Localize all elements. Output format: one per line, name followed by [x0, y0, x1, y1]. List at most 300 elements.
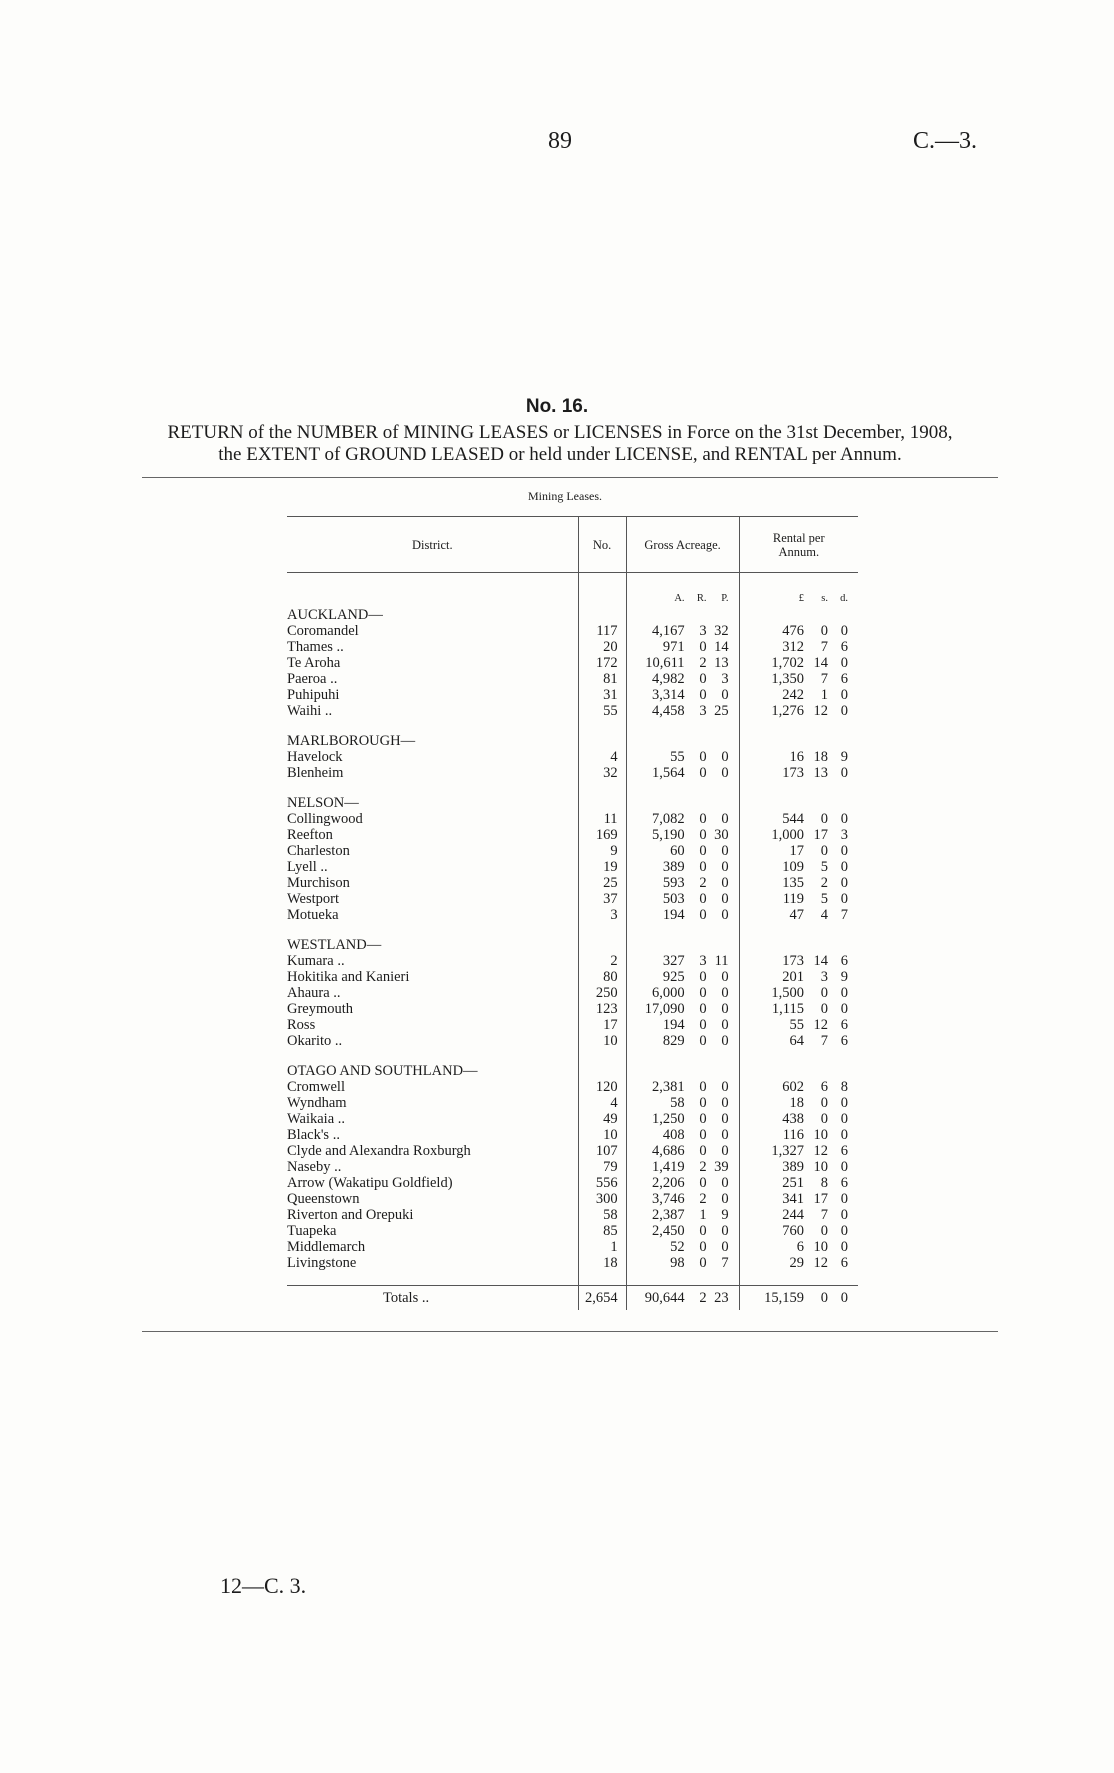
gross-acreage-part-3: 3 [721, 671, 729, 687]
gross-acreage-part-1: 408 [662, 1127, 685, 1143]
lease-count: 172 [578, 655, 626, 671]
table-row [287, 687, 858, 703]
rental-part-2: 17 [813, 1191, 828, 1207]
rental-part-1: 1,276 [771, 703, 804, 719]
table-row [287, 985, 858, 1001]
lease-count: 17 [578, 1017, 626, 1033]
gross-acreage [626, 1017, 739, 1033]
gap-cell [578, 923, 626, 937]
acreage-units-part-3: P. [721, 593, 729, 604]
rental-part-1: 1,500 [771, 985, 804, 1001]
region-heading-blank [739, 733, 858, 749]
rental-units [739, 573, 858, 608]
rental [739, 703, 858, 719]
rental-part-2: 2 [820, 875, 828, 891]
gross-acreage-part-1: 98 [670, 1255, 685, 1271]
gross-acreage [626, 687, 739, 703]
gap-cell [287, 1271, 578, 1286]
region-heading-blank [626, 795, 739, 811]
rental-part-1: 1,702 [771, 655, 804, 671]
table-row [287, 1223, 858, 1239]
table-row [287, 671, 858, 687]
gross-acreage-part-1: 971 [662, 639, 685, 655]
gross-acreage-part-2: 0 [699, 687, 707, 703]
gap-cell [287, 781, 578, 795]
lease-count: 4 [578, 1095, 626, 1111]
gross-acreage [626, 859, 739, 875]
region-heading: MARLBOROUGH— [287, 733, 416, 749]
rental [739, 843, 858, 859]
totals-acreage-part-3: 23 [714, 1290, 729, 1306]
gross-acreage-part-1: 829 [662, 1033, 685, 1049]
gross-acreage-part-1: 17,090 [644, 1001, 685, 1017]
rental [739, 1175, 858, 1191]
gap-cell [626, 719, 739, 733]
district-name: Reefton [287, 827, 333, 843]
gross-acreage [626, 969, 739, 985]
table-row [287, 843, 858, 859]
rental [739, 1255, 858, 1271]
rental-part-3: 0 [840, 1095, 848, 1111]
rental-part-2: 0 [820, 1001, 828, 1017]
gross-acreage-part-3: 13 [714, 655, 729, 671]
rental-part-1: 312 [782, 639, 804, 655]
rental [739, 859, 858, 875]
rental-part-1: 47 [789, 907, 804, 923]
district-name: Hokitika and Kanieri [287, 969, 410, 985]
rental-part-1: 16 [789, 749, 804, 765]
region-gap [287, 923, 858, 937]
lease-count: 19 [578, 859, 626, 875]
lease-count: 1 [578, 1239, 626, 1255]
gross-acreage-part-1: 55 [670, 749, 685, 765]
gross-acreage-part-1: 2,381 [651, 1079, 685, 1095]
lease-count: 31 [578, 687, 626, 703]
table-row [287, 623, 858, 639]
gross-acreage [626, 1127, 739, 1143]
gross-acreage-part-3: 30 [714, 827, 729, 843]
district-name: Motueka [287, 907, 339, 923]
gross-acreage-part-1: 194 [662, 907, 685, 923]
rental-part-3: 0 [840, 765, 848, 781]
table-row [287, 875, 858, 891]
region-heading-row [287, 937, 858, 953]
district-name: Ross [287, 1017, 316, 1033]
acreage-units [626, 573, 739, 608]
district-name: Livingstone [287, 1255, 357, 1271]
rental-part-2: 14 [813, 655, 828, 671]
rental-part-1: 760 [782, 1223, 804, 1239]
gross-acreage [626, 1175, 739, 1191]
rental-part-3: 3 [840, 827, 848, 843]
totals-label: Totals .. [287, 1286, 578, 1311]
rental-part-3: 0 [840, 1111, 848, 1127]
region-heading: NELSON— [287, 795, 359, 811]
gross-acreage-part-3: 25 [714, 703, 729, 719]
rental-part-1: 201 [782, 969, 804, 985]
gross-acreage-part-3: 0 [721, 811, 729, 827]
totals-count: 2,654 [578, 1286, 626, 1311]
rental-part-1: 55 [789, 1017, 804, 1033]
table-row [287, 765, 858, 781]
rental [739, 891, 858, 907]
rental [739, 671, 858, 687]
region-gap [287, 719, 858, 733]
totals-gap [287, 1271, 858, 1286]
district-name: Ahaura .. [287, 985, 341, 1001]
gross-acreage-part-1: 5,190 [651, 827, 685, 843]
gross-acreage-part-1: 10,611 [645, 655, 685, 671]
gross-acreage [626, 1143, 739, 1159]
rental-part-3: 8 [840, 1079, 848, 1095]
lease-count: 80 [578, 969, 626, 985]
district-name: Riverton and Orepuki [287, 1207, 414, 1223]
gross-acreage-part-3: 0 [721, 1079, 729, 1095]
rental-part-1: 251 [782, 1175, 804, 1191]
table-row [287, 907, 858, 923]
rental-part-2: 7 [820, 671, 828, 687]
district-name: Lyell .. [287, 859, 328, 875]
rental-part-2: 8 [820, 1175, 828, 1191]
district-name: Waikaia .. [287, 1111, 346, 1127]
lease-count: 117 [578, 623, 626, 639]
gross-acreage-part-2: 2 [699, 1159, 707, 1175]
table-row [287, 1239, 858, 1255]
gross-acreage-part-1: 389 [662, 859, 685, 875]
lease-count: 37 [578, 891, 626, 907]
mining-leases-table [287, 516, 858, 1310]
rental-part-3: 0 [840, 859, 848, 875]
rental-part-2: 12 [813, 703, 828, 719]
rental-part-1: 18 [789, 1095, 804, 1111]
table-row [287, 953, 858, 969]
rental-part-2: 7 [820, 1033, 828, 1049]
rental-part-1: 476 [782, 623, 804, 639]
rental [739, 687, 858, 703]
rental-part-2: 12 [813, 1017, 828, 1033]
gross-acreage-part-3: 0 [721, 969, 729, 985]
gross-acreage-part-2: 2 [699, 1191, 707, 1207]
rental-part-3: 0 [840, 1207, 848, 1223]
rental-part-3: 6 [840, 1143, 848, 1159]
rental-part-3: 0 [840, 811, 848, 827]
lease-count: 10 [578, 1127, 626, 1143]
gross-acreage [626, 843, 739, 859]
table-row [287, 1127, 858, 1143]
rental [739, 1143, 858, 1159]
page-number: 89 [548, 128, 572, 154]
region-heading-row [287, 795, 858, 811]
district-name: Collingwood [287, 811, 363, 827]
gross-acreage [626, 811, 739, 827]
gross-acreage-part-3: 0 [721, 1017, 729, 1033]
units-blank [287, 573, 578, 608]
table-row [287, 1207, 858, 1223]
gross-acreage-part-2: 0 [699, 1223, 707, 1239]
rental [739, 623, 858, 639]
rental-part-3: 6 [840, 639, 848, 655]
rental-part-3: 0 [840, 843, 848, 859]
lease-count: 123 [578, 1001, 626, 1017]
rental [739, 1223, 858, 1239]
rental-part-3: 6 [840, 1017, 848, 1033]
table-row [287, 1159, 858, 1175]
district-name: Arrow (Wakatipu Goldfield) [287, 1175, 453, 1191]
gross-acreage [626, 875, 739, 891]
gross-acreage-part-2: 0 [699, 671, 707, 687]
acreage-units-part-1: A. [674, 593, 685, 604]
gross-acreage-part-2: 0 [699, 1111, 707, 1127]
table-row [287, 1095, 858, 1111]
region-heading-row [287, 607, 858, 623]
rental-part-2: 5 [820, 859, 828, 875]
district-name: Greymouth [287, 1001, 354, 1017]
gross-acreage-part-3: 0 [721, 1175, 729, 1191]
table-number: No. 16. [525, 396, 589, 417]
rental-part-3: 0 [840, 1127, 848, 1143]
gross-acreage-part-3: 0 [721, 1033, 729, 1049]
lease-count: 32 [578, 765, 626, 781]
gross-acreage-part-1: 2,387 [651, 1207, 685, 1223]
gross-acreage [626, 953, 739, 969]
gross-acreage-part-2: 0 [699, 1127, 707, 1143]
table-row [287, 1017, 858, 1033]
gross-acreage-part-1: 3,314 [651, 687, 685, 703]
district-name: Havelock [287, 749, 343, 765]
rental [739, 765, 858, 781]
district-name: Okarito .. [287, 1033, 343, 1049]
rental-part-3: 0 [840, 985, 848, 1001]
gross-acreage-part-2: 3 [699, 953, 707, 969]
table-row [287, 1079, 858, 1095]
gross-acreage-part-3: 0 [721, 891, 729, 907]
gross-acreage-part-2: 2 [699, 655, 707, 671]
rental-part-2: 14 [813, 953, 828, 969]
gross-acreage [626, 703, 739, 719]
gross-acreage-part-3: 0 [721, 1223, 729, 1239]
table-row [287, 749, 858, 765]
rental-part-3: 0 [840, 703, 848, 719]
rental-part-1: 116 [782, 1127, 804, 1143]
gross-acreage-part-2: 0 [699, 827, 707, 843]
gross-acreage-part-3: 0 [721, 1239, 729, 1255]
rental-part-1: 544 [782, 811, 804, 827]
totals-row [287, 1286, 858, 1311]
rental-part-2: 4 [820, 907, 828, 923]
totals-rental [739, 1286, 858, 1311]
gross-acreage [626, 671, 739, 687]
bottom-rule [142, 1331, 998, 1332]
table-row [287, 1143, 858, 1159]
totals-rental-part-3: 0 [840, 1290, 848, 1306]
no-column-header: No. [578, 517, 626, 573]
gap-cell [739, 923, 858, 937]
gross-acreage-part-2: 0 [699, 765, 707, 781]
rental-part-1: 29 [789, 1255, 804, 1271]
gross-acreage [626, 985, 739, 1001]
rental-part-1: 1,327 [771, 1143, 804, 1159]
gross-acreage-part-2: 0 [699, 891, 707, 907]
gross-acreage-part-3: 0 [721, 1191, 729, 1207]
gross-acreage-part-1: 4,686 [651, 1143, 685, 1159]
gap-cell [739, 781, 858, 795]
rental-part-2: 0 [820, 985, 828, 1001]
region-heading-blank [739, 1063, 858, 1079]
gap-cell [287, 719, 578, 733]
rental [739, 1127, 858, 1143]
table-row [287, 1033, 858, 1049]
rental-part-1: 119 [782, 891, 804, 907]
gross-acreage-part-1: 4,982 [651, 671, 685, 687]
district-name: Clyde and Alexandra Roxburgh [287, 1143, 471, 1159]
district-name: Middlemarch [287, 1239, 366, 1255]
gap-cell [739, 1271, 858, 1286]
rental-part-1: 244 [782, 1207, 804, 1223]
gross-acreage-part-1: 3,746 [651, 1191, 685, 1207]
region-heading-blank [626, 607, 739, 623]
gross-acreage-part-1: 7,082 [651, 811, 685, 827]
rental-part-1: 389 [782, 1159, 804, 1175]
region-heading-blank [578, 795, 626, 811]
lease-count: 2 [578, 953, 626, 969]
totals-acreage-part-1: 90,644 [644, 1290, 685, 1306]
units-no-blank [578, 573, 626, 608]
district-name: Cromwell [287, 1079, 345, 1095]
gross-acreage-part-3: 0 [721, 687, 729, 703]
rental [739, 1017, 858, 1033]
gross-acreage-part-3: 0 [721, 749, 729, 765]
rental-part-3: 6 [840, 1175, 848, 1191]
rental-part-1: 64 [789, 1033, 804, 1049]
gross-acreage-part-2: 0 [699, 1017, 707, 1033]
gross-acreage-part-2: 0 [699, 749, 707, 765]
gross-acreage-part-3: 0 [721, 1095, 729, 1111]
rental [739, 1191, 858, 1207]
lease-count: 20 [578, 639, 626, 655]
rental [739, 875, 858, 891]
gross-acreage-part-1: 4,167 [651, 623, 685, 639]
table-body [287, 573, 858, 1311]
rental-part-3: 0 [840, 687, 848, 703]
table-row [287, 859, 858, 875]
district-name: Puhipuhi [287, 687, 340, 703]
rental-part-3: 0 [840, 1239, 848, 1255]
rental-part-2: 17 [813, 827, 828, 843]
district-name: Paeroa .. [287, 671, 338, 687]
rental-units-part-3: d. [840, 593, 848, 604]
gross-acreage [626, 655, 739, 671]
lease-count: 107 [578, 1143, 626, 1159]
district-name: Westport [287, 891, 339, 907]
gap-cell [578, 781, 626, 795]
district-name: Tuapeka [287, 1223, 337, 1239]
rental-part-2: 5 [820, 891, 828, 907]
table-row [287, 827, 858, 843]
gross-acreage [626, 1255, 739, 1271]
region-heading-blank [578, 607, 626, 623]
totals-rental-part-2: 0 [820, 1290, 828, 1306]
lease-count: 85 [578, 1223, 626, 1239]
lease-count: 55 [578, 703, 626, 719]
gross-acreage-part-2: 0 [699, 1079, 707, 1095]
gross-acreage-part-1: 194 [662, 1017, 685, 1033]
region-heading-blank [578, 1063, 626, 1079]
lease-count: 79 [578, 1159, 626, 1175]
rental [739, 1159, 858, 1175]
lease-count: 300 [578, 1191, 626, 1207]
rental-part-3: 6 [840, 1033, 848, 1049]
rental-part-2: 0 [820, 811, 828, 827]
lease-count: 25 [578, 875, 626, 891]
region-heading-blank [626, 937, 739, 953]
district-name: Te Aroha [287, 655, 341, 671]
gross-acreage-part-3: 0 [721, 1143, 729, 1159]
lease-count: 58 [578, 1207, 626, 1223]
district-name: Waihi .. [287, 703, 333, 719]
rental-part-1: 173 [782, 765, 804, 781]
rental-part-1: 242 [782, 687, 804, 703]
rental-part-2: 0 [820, 1095, 828, 1111]
gross-acreage-part-1: 2,206 [651, 1175, 685, 1191]
district-name: Murchison [287, 875, 350, 891]
lease-count: 81 [578, 671, 626, 687]
rental [739, 1207, 858, 1223]
table-row [287, 1255, 858, 1271]
rental-part-1: 109 [782, 859, 804, 875]
gross-acreage-part-2: 0 [699, 907, 707, 923]
rental-units-part-1: £ [798, 593, 804, 604]
district-name: Thames .. [287, 639, 344, 655]
rental-part-1: 1,350 [771, 671, 804, 687]
lease-count: 3 [578, 907, 626, 923]
table-row [287, 1001, 858, 1017]
gross-acreage [626, 891, 739, 907]
gap-cell [739, 1049, 858, 1063]
table-row [287, 891, 858, 907]
lease-count: 10 [578, 1033, 626, 1049]
district-name: Blenheim [287, 765, 344, 781]
totals-rental-part-1: 15,159 [764, 1290, 804, 1306]
region-heading-blank [578, 733, 626, 749]
gross-acreage-part-2: 1 [699, 1207, 707, 1223]
region-heading-blank [626, 1063, 739, 1079]
region-heading: OTAGO AND SOUTHLAND— [287, 1063, 478, 1079]
gross-acreage-part-3: 39 [714, 1159, 729, 1175]
gross-acreage [626, 1111, 739, 1127]
rental-part-3: 0 [840, 655, 848, 671]
rental-part-2: 10 [813, 1127, 828, 1143]
lease-count: 11 [578, 811, 626, 827]
rental-part-3: 6 [840, 953, 848, 969]
gap-cell [626, 1049, 739, 1063]
rental-part-3: 0 [840, 1191, 848, 1207]
gross-acreage-part-1: 1,564 [651, 765, 685, 781]
table-subtitle: Mining Leases. [528, 489, 602, 503]
rental-part-2: 10 [813, 1159, 828, 1175]
gross-acreage-part-2: 0 [699, 1033, 707, 1049]
rental-part-1: 135 [782, 875, 804, 891]
rental-part-1: 17 [789, 843, 804, 859]
rental [739, 985, 858, 1001]
rental-part-1: 173 [782, 953, 804, 969]
gross-acreage-part-3: 7 [721, 1255, 729, 1271]
gross-acreage-part-2: 0 [699, 969, 707, 985]
gross-acreage-part-1: 1,250 [651, 1111, 685, 1127]
district-column-header: District. [287, 517, 578, 573]
district-name: Naseby .. [287, 1159, 342, 1175]
lease-count: 18 [578, 1255, 626, 1271]
rental-part-3: 9 [840, 749, 848, 765]
